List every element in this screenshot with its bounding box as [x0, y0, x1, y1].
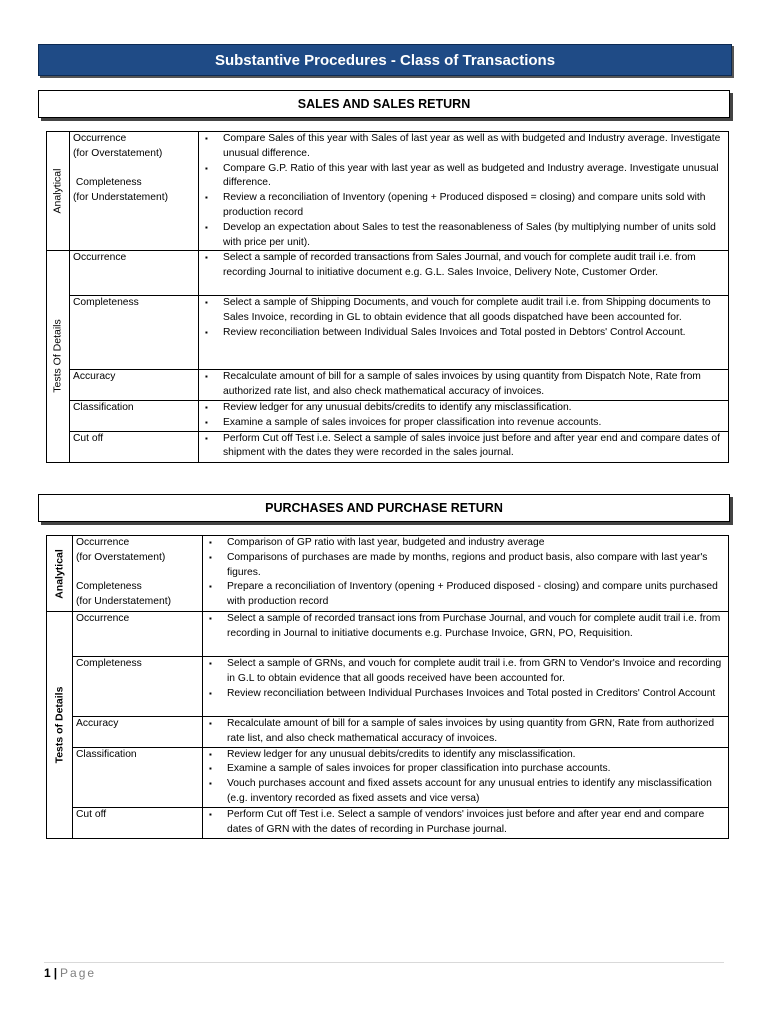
table-row [47, 717, 729, 748]
page-number: 1 [44, 966, 51, 980]
procedures-cell [199, 370, 729, 401]
procedure-type-label: Analytical [53, 548, 66, 599]
square-bullet-icon: ▪ [205, 253, 208, 263]
assertion-cell [70, 132, 199, 251]
assertion-text: Cut off [76, 808, 107, 820]
square-bullet-icon: ▪ [205, 327, 208, 337]
square-bullet-icon: ▪ [205, 417, 208, 427]
assertion-text: Occurrence [73, 133, 127, 144]
square-bullet-icon: ▪ [209, 764, 212, 774]
procedure-item [202, 191, 725, 221]
square-bullet-icon: ▪ [209, 614, 212, 623]
table-row [47, 251, 729, 296]
procedures-cell [199, 296, 729, 370]
procedure-type-label: Analytical [51, 168, 64, 214]
procedure-text: Review reconciliation between Individual Sales Invoices and Total posted in Debtors' Control Account. [223, 326, 686, 338]
assertion-text [73, 162, 195, 177]
assertion-cell [70, 370, 199, 401]
procedure-list [202, 401, 725, 431]
assertion-text: Completeness [73, 177, 142, 189]
procedure-item [206, 687, 725, 702]
procedure-type-label: Tests of Details [53, 686, 66, 764]
procedure-item [202, 416, 725, 431]
procedures-cell [199, 400, 729, 431]
table-row [47, 747, 729, 807]
square-bullet-icon: ▪ [205, 163, 208, 173]
procedure-item [206, 808, 725, 838]
square-bullet-icon: ▪ [205, 298, 208, 308]
procedure-text: Examine a sample of sales invoices for proper classification into purchase accounts. [227, 763, 611, 775]
procedure-text: Select a sample of Shipping Documents, and vouch for complete audit trail i.e. from Shipping documents to Sales Invoice, recording in GL to obtain evidence that all goods dispatched have been accounted for. [223, 297, 711, 324]
assertion-cell [70, 400, 199, 431]
procedure-item [202, 326, 725, 341]
procedure-list [206, 717, 725, 747]
procedure-item [202, 401, 725, 416]
assertion-text: (for Overstatement) [73, 147, 163, 159]
assertion-cell [73, 717, 203, 748]
procedures-cell [203, 657, 729, 717]
square-bullet-icon: ▪ [209, 552, 212, 562]
assertion-cell [70, 431, 199, 462]
assertion-cell [73, 657, 203, 717]
procedure-text: Vouch purchases account and fixed assets account for any unusual entries to identify any misclassification (e.g. inventory recorded as fixed assets and vice versa) [227, 778, 712, 804]
procedure-list [202, 432, 725, 462]
procedures-cell [199, 132, 729, 251]
procedure-item [202, 251, 725, 281]
procedure-item [202, 296, 725, 326]
assertion-text: (for Overstatement) [76, 551, 166, 563]
assertion-text: Classification [73, 401, 134, 413]
procedures-cell [203, 717, 729, 748]
procedure-text: Recalculate amount of bill for a sample of sales invoices by using quantity from Dispatch Note, Rate from authorized rate list, and also check mathematical accuracy of invoices. [223, 371, 701, 398]
procedures-cell [199, 431, 729, 462]
square-bullet-icon: ▪ [209, 538, 212, 547]
procedure-item [206, 762, 725, 777]
procedure-item [206, 612, 725, 642]
square-bullet-icon: ▪ [205, 193, 208, 203]
square-bullet-icon: ▪ [209, 779, 212, 789]
assertion-cell [70, 296, 199, 370]
procedure-text: Review reconciliation between Individual Purchases Invoices and Total posted in Creditors' Control Account [227, 687, 716, 699]
square-bullet-icon: ▪ [209, 582, 212, 592]
assertion-text: Completeness [76, 658, 142, 669]
table-row [47, 370, 729, 401]
procedure-type-cell [47, 251, 70, 462]
footer-divider [44, 962, 724, 963]
assertion-text: Accuracy [73, 371, 116, 383]
assertion-cell [70, 251, 199, 296]
procedure-text: Select a sample of recorded transactions from Sales Journal, and vouch for complete audit trail i.e. from recording Journal to initiative document e.g. G.L. Sales Invoice, Delivery Note, Customer Order. [223, 252, 696, 279]
procedures-cell [203, 536, 729, 612]
table-row [47, 132, 729, 251]
square-bullet-icon: ▪ [209, 809, 212, 819]
table-row [47, 296, 729, 370]
assertion-cell [73, 807, 203, 838]
procedure-text: Develop an expectation about Sales to test the reasonableness of Sales (by multiplying number of units sold with price per unit). [223, 221, 716, 248]
procedure-list [206, 748, 725, 807]
procedure-text: Compare G.P. Ratio of this year with last year as well as budgeted and Industry average. Investigate unusual difference. [223, 162, 719, 189]
section-title-purchases [38, 494, 730, 522]
section-title-text: PURCHASES AND PURCHASE RETURN [265, 501, 503, 515]
procedure-type-cell [47, 536, 73, 612]
assertion-text: Occurrence [76, 613, 130, 624]
assertion-text [76, 566, 199, 581]
procedure-type-cell [47, 132, 70, 251]
procedure-text: Select a sample of recorded transact ions from Purchase Journal, and vouch for complete audit trail i.e. from recording in Journal to initiative documents e.g. Purchase Invoice, GRN, PO, Requisition. [227, 613, 721, 639]
sales-procedures-table [46, 131, 729, 463]
procedure-text: Compare Sales of this year with Sales of last year as well as with budgeted and Industry average. Investigate unusual difference. [223, 133, 721, 159]
square-bullet-icon: ▪ [205, 134, 208, 143]
procedure-text: Comparison of GP ratio with last year, budgeted and industry average [227, 537, 545, 548]
assertion-text: Classification [76, 748, 137, 760]
assertion-text: Cut off [73, 432, 104, 444]
assertion-text: (for Understatement) [76, 596, 171, 608]
section-title-sales [38, 90, 730, 118]
table-row [47, 612, 729, 657]
procedure-item [202, 370, 725, 400]
procedure-text: Review a reconciliation of Inventory (opening + Produced disposed = closing) and compare units sold with production record [223, 192, 706, 218]
assertion-cell [73, 747, 203, 807]
section-title-text: SALES AND SALES RETURN [297, 97, 471, 111]
assertion-cell [73, 536, 203, 612]
procedure-list [202, 132, 725, 250]
procedure-item [206, 717, 725, 747]
procedure-text: Select a sample of GRNs, and vouch for complete audit trail i.e. from GRN to Vendor's Invoice and recording in G.L to obtain evidence that all goods received have been accounted for. [227, 658, 722, 684]
procedures-cell [203, 612, 729, 657]
procedure-item [206, 551, 725, 581]
assertion-text: Accuracy [76, 718, 119, 729]
square-bullet-icon: ▪ [209, 719, 212, 728]
procedure-text: Review ledger for any unusual debits/credits to identify any misclassification. [223, 401, 572, 413]
procedure-type-label: Tests Of Details [51, 319, 64, 394]
procedure-text: Review ledger for any unusual debits/credits to identify any misclassification. [227, 748, 576, 760]
table-row [47, 431, 729, 462]
procedure-text: Recalculate amount of bill for a sample of sales invoices by using quantity from GRN, Rate from authorized rate list, and also check mathematical accuracy of invoices. [227, 718, 715, 744]
table-row [47, 807, 729, 838]
square-bullet-icon: ▪ [209, 659, 212, 668]
page-label: Page [60, 966, 97, 980]
procedure-item [206, 748, 725, 763]
square-bullet-icon: ▪ [205, 372, 208, 382]
assertion-text: Completeness [73, 297, 139, 309]
assertion-text: (for Understatement) [73, 192, 168, 204]
procedure-item [202, 162, 725, 192]
procedure-list [206, 536, 725, 610]
page-footer [44, 966, 96, 980]
square-bullet-icon: ▪ [209, 749, 212, 759]
square-bullet-icon: ▪ [205, 433, 208, 443]
procedure-item [202, 432, 725, 462]
document-title: Substantive Procedures - Class of Transactions [214, 51, 556, 69]
procedure-text: Comparisons of purchases are made by months, regions and product basis, also compare with last year's figures. [227, 551, 708, 578]
procedures-cell [199, 251, 729, 296]
footer-separator: | [53, 966, 58, 980]
table-row [47, 657, 729, 717]
procedures-cell [203, 747, 729, 807]
procedure-item [206, 536, 725, 551]
table-row [47, 536, 729, 612]
purchases-procedures-table [46, 535, 729, 839]
procedure-item [206, 580, 725, 610]
procedure-item [206, 777, 725, 807]
procedure-text: Prepare a reconciliation of Inventory (opening + Produced disposed - closing) and compare units purchased with production record [227, 581, 718, 608]
procedure-text: Examine a sample of sales invoices for proper classification into revenue accounts. [223, 416, 602, 428]
procedure-text: Perform Cut off Test i.e. Select a sample of sales invoice just before and after year end and compare dates of shipment with the dates they were recorded in the sales journal. [223, 432, 721, 459]
procedures-cell [203, 807, 729, 838]
procedure-list [206, 657, 725, 701]
procedure-list [202, 251, 725, 281]
procedure-list [202, 296, 725, 340]
square-bullet-icon: ▪ [205, 222, 208, 232]
procedure-text: Perform Cut off Test i.e. Select a sample of vendors' invoices just before and after year end and compare dates of GRN with the dates of recording in Purchase journal. [227, 808, 705, 835]
square-bullet-icon: ▪ [209, 688, 212, 698]
table-row [47, 400, 729, 431]
procedure-list [206, 808, 725, 838]
procedure-item [206, 657, 725, 687]
square-bullet-icon: ▪ [205, 402, 208, 412]
assertion-cell [73, 612, 203, 657]
assertion-text: Occurrence [73, 252, 127, 264]
assertion-text: Completeness [76, 581, 142, 593]
procedure-item [202, 221, 725, 251]
procedure-list [202, 370, 725, 400]
procedure-item [202, 132, 725, 162]
procedure-type-cell [47, 612, 73, 839]
document-title-banner [38, 44, 732, 76]
assertion-text: Occurrence [76, 537, 130, 548]
procedure-list [206, 612, 725, 642]
